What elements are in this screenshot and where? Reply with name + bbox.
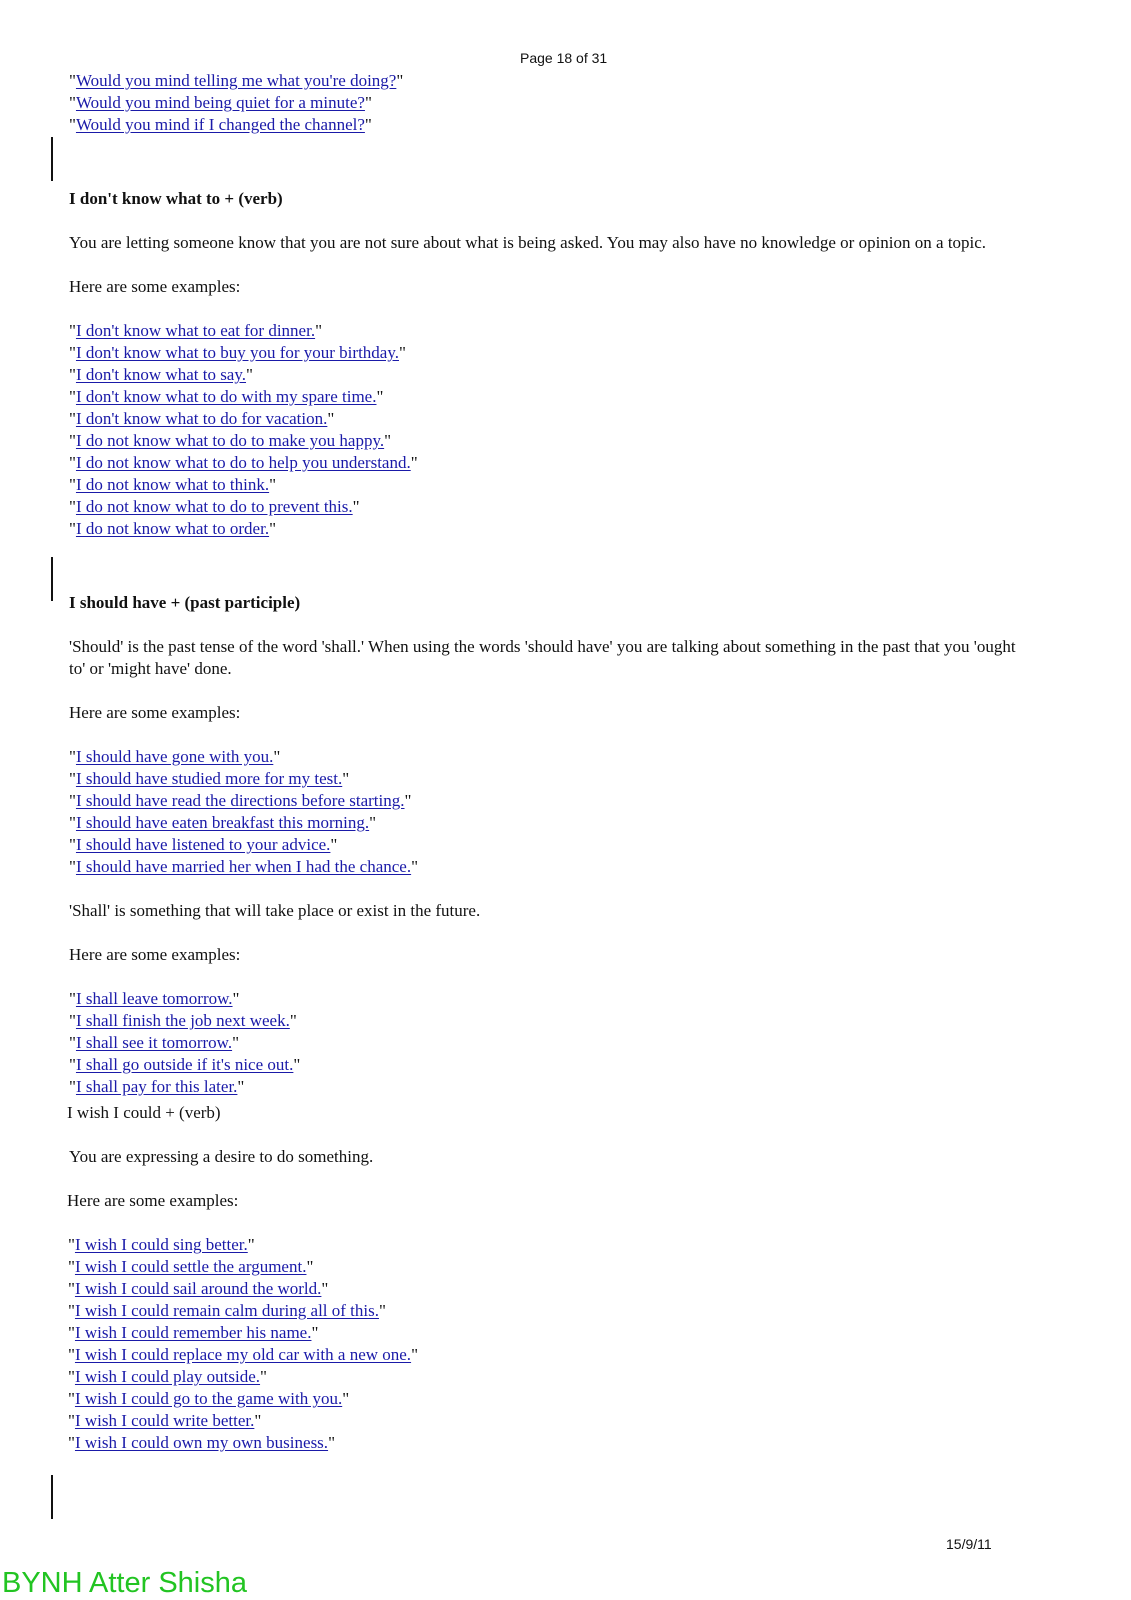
example-item: "I shall see it tomorrow." [69, 1033, 240, 1052]
example-link[interactable]: I wish I could write better. [74, 1411, 255, 1430]
example-link[interactable]: I shall finish the job next week. [75, 1011, 290, 1030]
shall-description: 'Shall' is something that will take place or exist in the future. [69, 901, 481, 920]
example-item: "I do not know what to think." [69, 475, 277, 494]
section-heading-wish: I wish I could + (verb) [67, 1103, 221, 1122]
example-link[interactable]: I should have listened to your advice. [75, 835, 331, 854]
example-link[interactable]: I don't know what to eat for dinner. [75, 321, 316, 340]
example-item: "I don't know what to eat for dinner." [69, 321, 323, 340]
example-item: "I wish I could replace my old car with a new one." [68, 1345, 419, 1364]
example-link[interactable]: I wish I could sing better. [74, 1235, 248, 1254]
example-link[interactable]: I do not know what to do to make you happy. [75, 431, 385, 450]
example-item: "I wish I could sail around the world." [68, 1279, 329, 1298]
example-item: "I don't know what to buy you for your birthday." [69, 343, 406, 362]
example-link[interactable]: I wish I could replace my old car with a new one. [74, 1345, 412, 1364]
change-bar [51, 557, 53, 601]
example-item: "I wish I could remember his name." [68, 1323, 319, 1342]
intro-example-list [69, 70, 1069, 136]
example-item: "I should have gone with you." [69, 747, 281, 766]
example-link[interactable]: I wish I could remember his name. [74, 1323, 312, 1342]
example-item: "I don't know what to do for vacation." [69, 409, 335, 428]
example-item: "Would you mind if I changed the channel?" [69, 115, 372, 134]
example-list-should-have [69, 746, 1069, 878]
example-link[interactable]: I do not know what to do to help you understand. [75, 453, 411, 472]
example-item: "I wish I could play outside." [68, 1367, 267, 1386]
example-link[interactable]: I shall pay for this later. [75, 1077, 238, 1096]
change-bar [51, 137, 53, 181]
example-item: "I do not know what to do to help you understand." [69, 453, 418, 472]
example-link[interactable]: I do not know what to order. [75, 519, 270, 538]
section-heading-dont-know: I don't know what to + (verb) [69, 189, 283, 208]
footer-date: 15/9/11 [946, 1536, 992, 1552]
example-link[interactable]: I don't know what to say. [75, 365, 247, 384]
example-list-shall [69, 988, 1069, 1098]
examples-label: Here are some examples: [69, 703, 241, 722]
example-list-wish [68, 1234, 1069, 1454]
example-item: "I do not know what to order." [69, 519, 277, 538]
example-item: "I wish I could sing better." [68, 1235, 255, 1254]
example-link[interactable]: I do not know what to think. [75, 475, 270, 494]
example-list-dont-know [69, 320, 1069, 540]
example-item: "I should have married her when I had the chance." [69, 857, 419, 876]
section-description: You are letting someone know that you are not sure about what is being asked. You may also have no knowledge or opinion on a topic. [69, 233, 987, 252]
change-bar [51, 1475, 53, 1519]
example-link[interactable]: I should have gone with you. [75, 747, 274, 766]
example-item: "I wish I could go to the game with you." [68, 1389, 350, 1408]
example-item: "I don't know what to do with my spare time." [69, 387, 384, 406]
example-link[interactable]: Would you mind telling me what you're doing? [75, 71, 397, 90]
example-link[interactable]: I shall go outside if it's nice out. [75, 1055, 294, 1074]
example-link[interactable]: I don't know what to do for vacation. [75, 409, 328, 428]
examples-label: Here are some examples: [69, 945, 241, 964]
example-link[interactable]: I wish I could play outside. [74, 1367, 261, 1386]
example-item: "I should have listened to your advice." [69, 835, 338, 854]
section-description: 'Should' is the past tense of the word 'shall.' When using the words 'should have' you are talking about something in the past that you 'ought to' or 'might have' done. [69, 637, 1016, 678]
example-link[interactable]: I shall leave tomorrow. [75, 989, 233, 1008]
example-item: "I wish I could own my own business." [68, 1433, 336, 1452]
example-item: "I should have studied more for my test." [69, 769, 350, 788]
example-link[interactable]: I don't know what to do with my spare time. [75, 387, 377, 406]
example-item: "I shall pay for this later." [69, 1077, 245, 1096]
example-link[interactable]: Would you mind being quiet for a minute? [75, 93, 365, 112]
example-item: "I should have read the directions before starting." [69, 791, 412, 810]
examples-label: Here are some examples: [69, 277, 241, 296]
example-item: "I should have eaten breakfast this morning." [69, 813, 377, 832]
example-item: "I shall leave tomorrow." [69, 989, 240, 1008]
document-body [69, 70, 1069, 1454]
example-link[interactable]: I should have married her when I had the chance. [75, 857, 412, 876]
example-link[interactable]: I don't know what to buy you for your birthday. [75, 343, 399, 362]
example-item: "I wish I could settle the argument." [68, 1257, 314, 1276]
example-item: "I wish I could write better." [68, 1411, 262, 1430]
watermark-text: BYNH Atter Shisha [2, 1567, 247, 1599]
example-link[interactable]: I wish I could settle the argument. [74, 1257, 307, 1276]
section-description: You are expressing a desire to do something. [69, 1147, 374, 1166]
example-item: "I shall go outside if it's nice out." [69, 1055, 301, 1074]
example-item: "Would you mind being quiet for a minute?" [69, 93, 372, 112]
example-item: "I do not know what to do to prevent this." [69, 497, 360, 516]
example-item: "Would you mind telling me what you're doing?" [69, 71, 404, 90]
example-link[interactable]: I should have studied more for my test. [75, 769, 343, 788]
example-item: "I shall finish the job next week." [69, 1011, 297, 1030]
example-link[interactable]: I wish I could own my own business. [74, 1433, 329, 1452]
section-heading-should-have: I should have + (past participle) [69, 593, 301, 612]
example-item: "I do not know what to do to make you happy." [69, 431, 392, 450]
example-link[interactable]: I wish I could go to the game with you. [74, 1389, 343, 1408]
example-link[interactable]: I wish I could sail around the world. [74, 1279, 322, 1298]
example-link[interactable]: I do not know what to do to prevent this. [75, 497, 353, 516]
example-item: "I don't know what to say." [69, 365, 253, 384]
examples-label: Here are some examples: [67, 1191, 239, 1210]
example-link[interactable]: I wish I could remain calm during all of this. [74, 1301, 379, 1320]
example-link[interactable]: I shall see it tomorrow. [75, 1033, 233, 1052]
example-item: "I wish I could remain calm during all of this." [68, 1301, 386, 1320]
example-link[interactable]: Would you mind if I changed the channel? [75, 115, 365, 134]
page-number-label: Page 18 of 31 [520, 50, 608, 66]
example-link[interactable]: I should have eaten breakfast this morning. [75, 813, 370, 832]
example-link[interactable]: I should have read the directions before starting. [75, 791, 405, 810]
